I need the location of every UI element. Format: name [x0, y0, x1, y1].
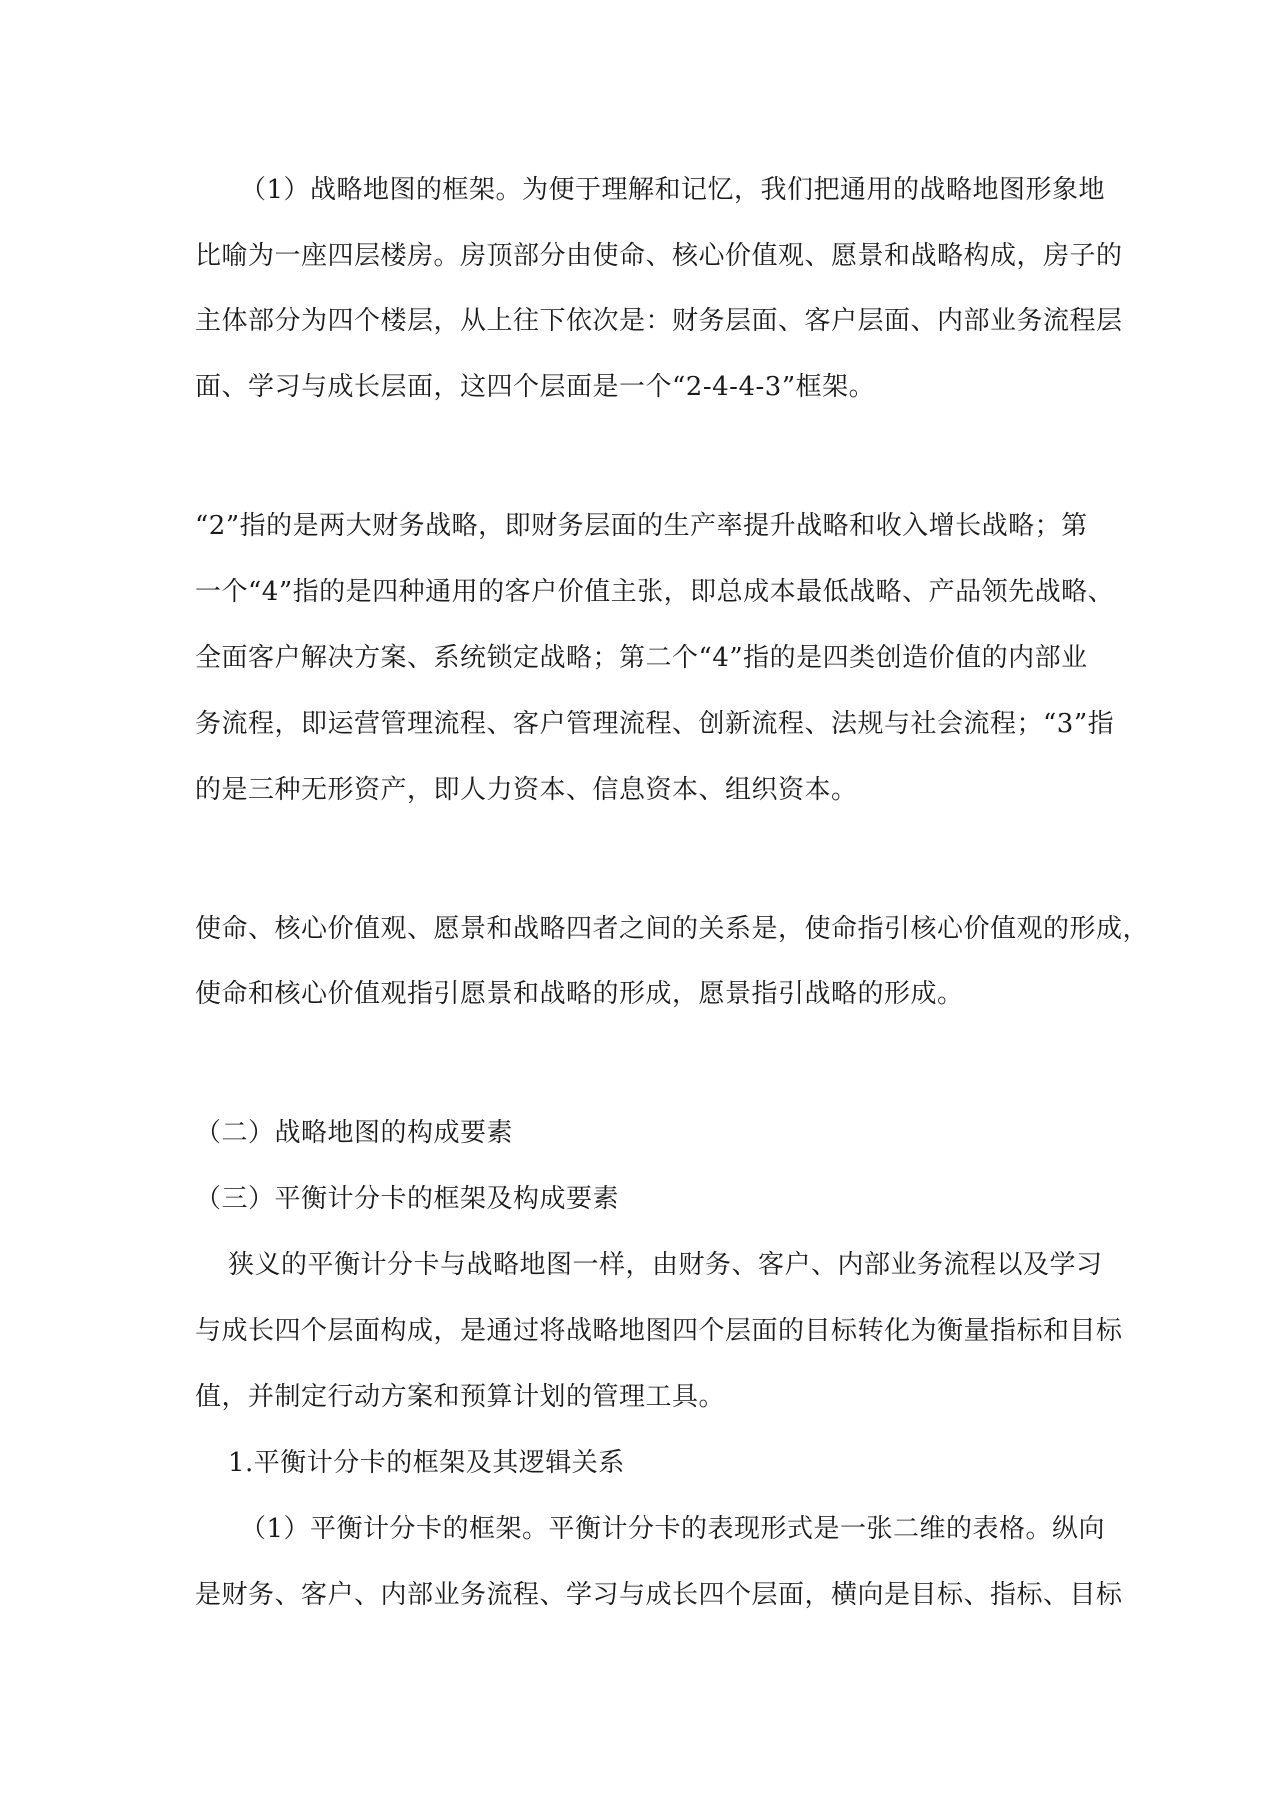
- paragraph-2-line-5: 的是三种无形资产，即人力资本、信息资本、组织资本。: [195, 775, 858, 805]
- paragraph-5-line-2: 是财务、客户、内部业务流程、学习与成长四个层面，横向是目标、指标、目标: [195, 1580, 1123, 1610]
- paragraph-2-line-2: 一个“4”指的是四种通用的客户价值主张，即总成本最低战略、产品领先战略、: [195, 577, 1115, 607]
- paragraph-1-line-2: 比喻为一座四层楼房。房顶部分由使命、核心价值观、愿景和战略构成，房子的: [195, 241, 1123, 271]
- paragraph-1-line-4: 面、学习与成长层面，这四个层面是一个“2-4-4-3”框架。: [195, 372, 876, 402]
- paragraph-2-line-4: 务流程，即运营管理流程、客户管理流程、创新流程、法规与社会流程；“3”指: [195, 709, 1115, 739]
- subheading-1: 1.平衡计分卡的框架及其逻辑关系: [228, 1448, 625, 1478]
- paragraph-4-line-1: 狭义的平衡计分卡与战略地图一样，由财务、客户、内部业务流程以及学习: [228, 1250, 1103, 1280]
- paragraph-1-line-1: （1）战略地图的框架。为便于理解和记忆，我们把通用的战略地图形象地: [240, 175, 1106, 205]
- paragraph-1-line-3: 主体部分为四个楼层，从上往下依次是：财务层面、客户层面、内部业务流程层: [195, 306, 1123, 336]
- paragraph-3-line-2: 使命和核心价值观指引愿景和战略的形成，愿景指引战略的形成。: [195, 979, 964, 1009]
- paragraph-4-line-2: 与成长四个层面构成，是通过将战略地图四个层面的目标转化为衡量指标和目标: [195, 1316, 1123, 1346]
- paragraph-5-line-1: （1）平衡计分卡的框架。平衡计分卡的表现形式是一张二维的表格。纵向: [240, 1514, 1106, 1544]
- paragraph-3-line-1: 使命、核心价值观、愿景和战略四者之间的关系是，使命指引核心价值观的形成，: [195, 914, 1150, 944]
- paragraph-2-line-3: 全面客户解决方案、系统锁定战略；第二个“4”指的是四类创造价值的内部业: [195, 643, 1088, 673]
- paragraph-2-line-1: “2”指的是两大财务战略，即财务层面的生产率提升战略和收入增长战略；第: [195, 511, 1088, 541]
- paragraph-4-line-3: 值，并制定行动方案和预算计划的管理工具。: [195, 1382, 726, 1412]
- heading-section-2: （二）战略地图的构成要素: [195, 1118, 514, 1148]
- heading-section-3: （三）平衡计分卡的框架及构成要素: [195, 1184, 620, 1214]
